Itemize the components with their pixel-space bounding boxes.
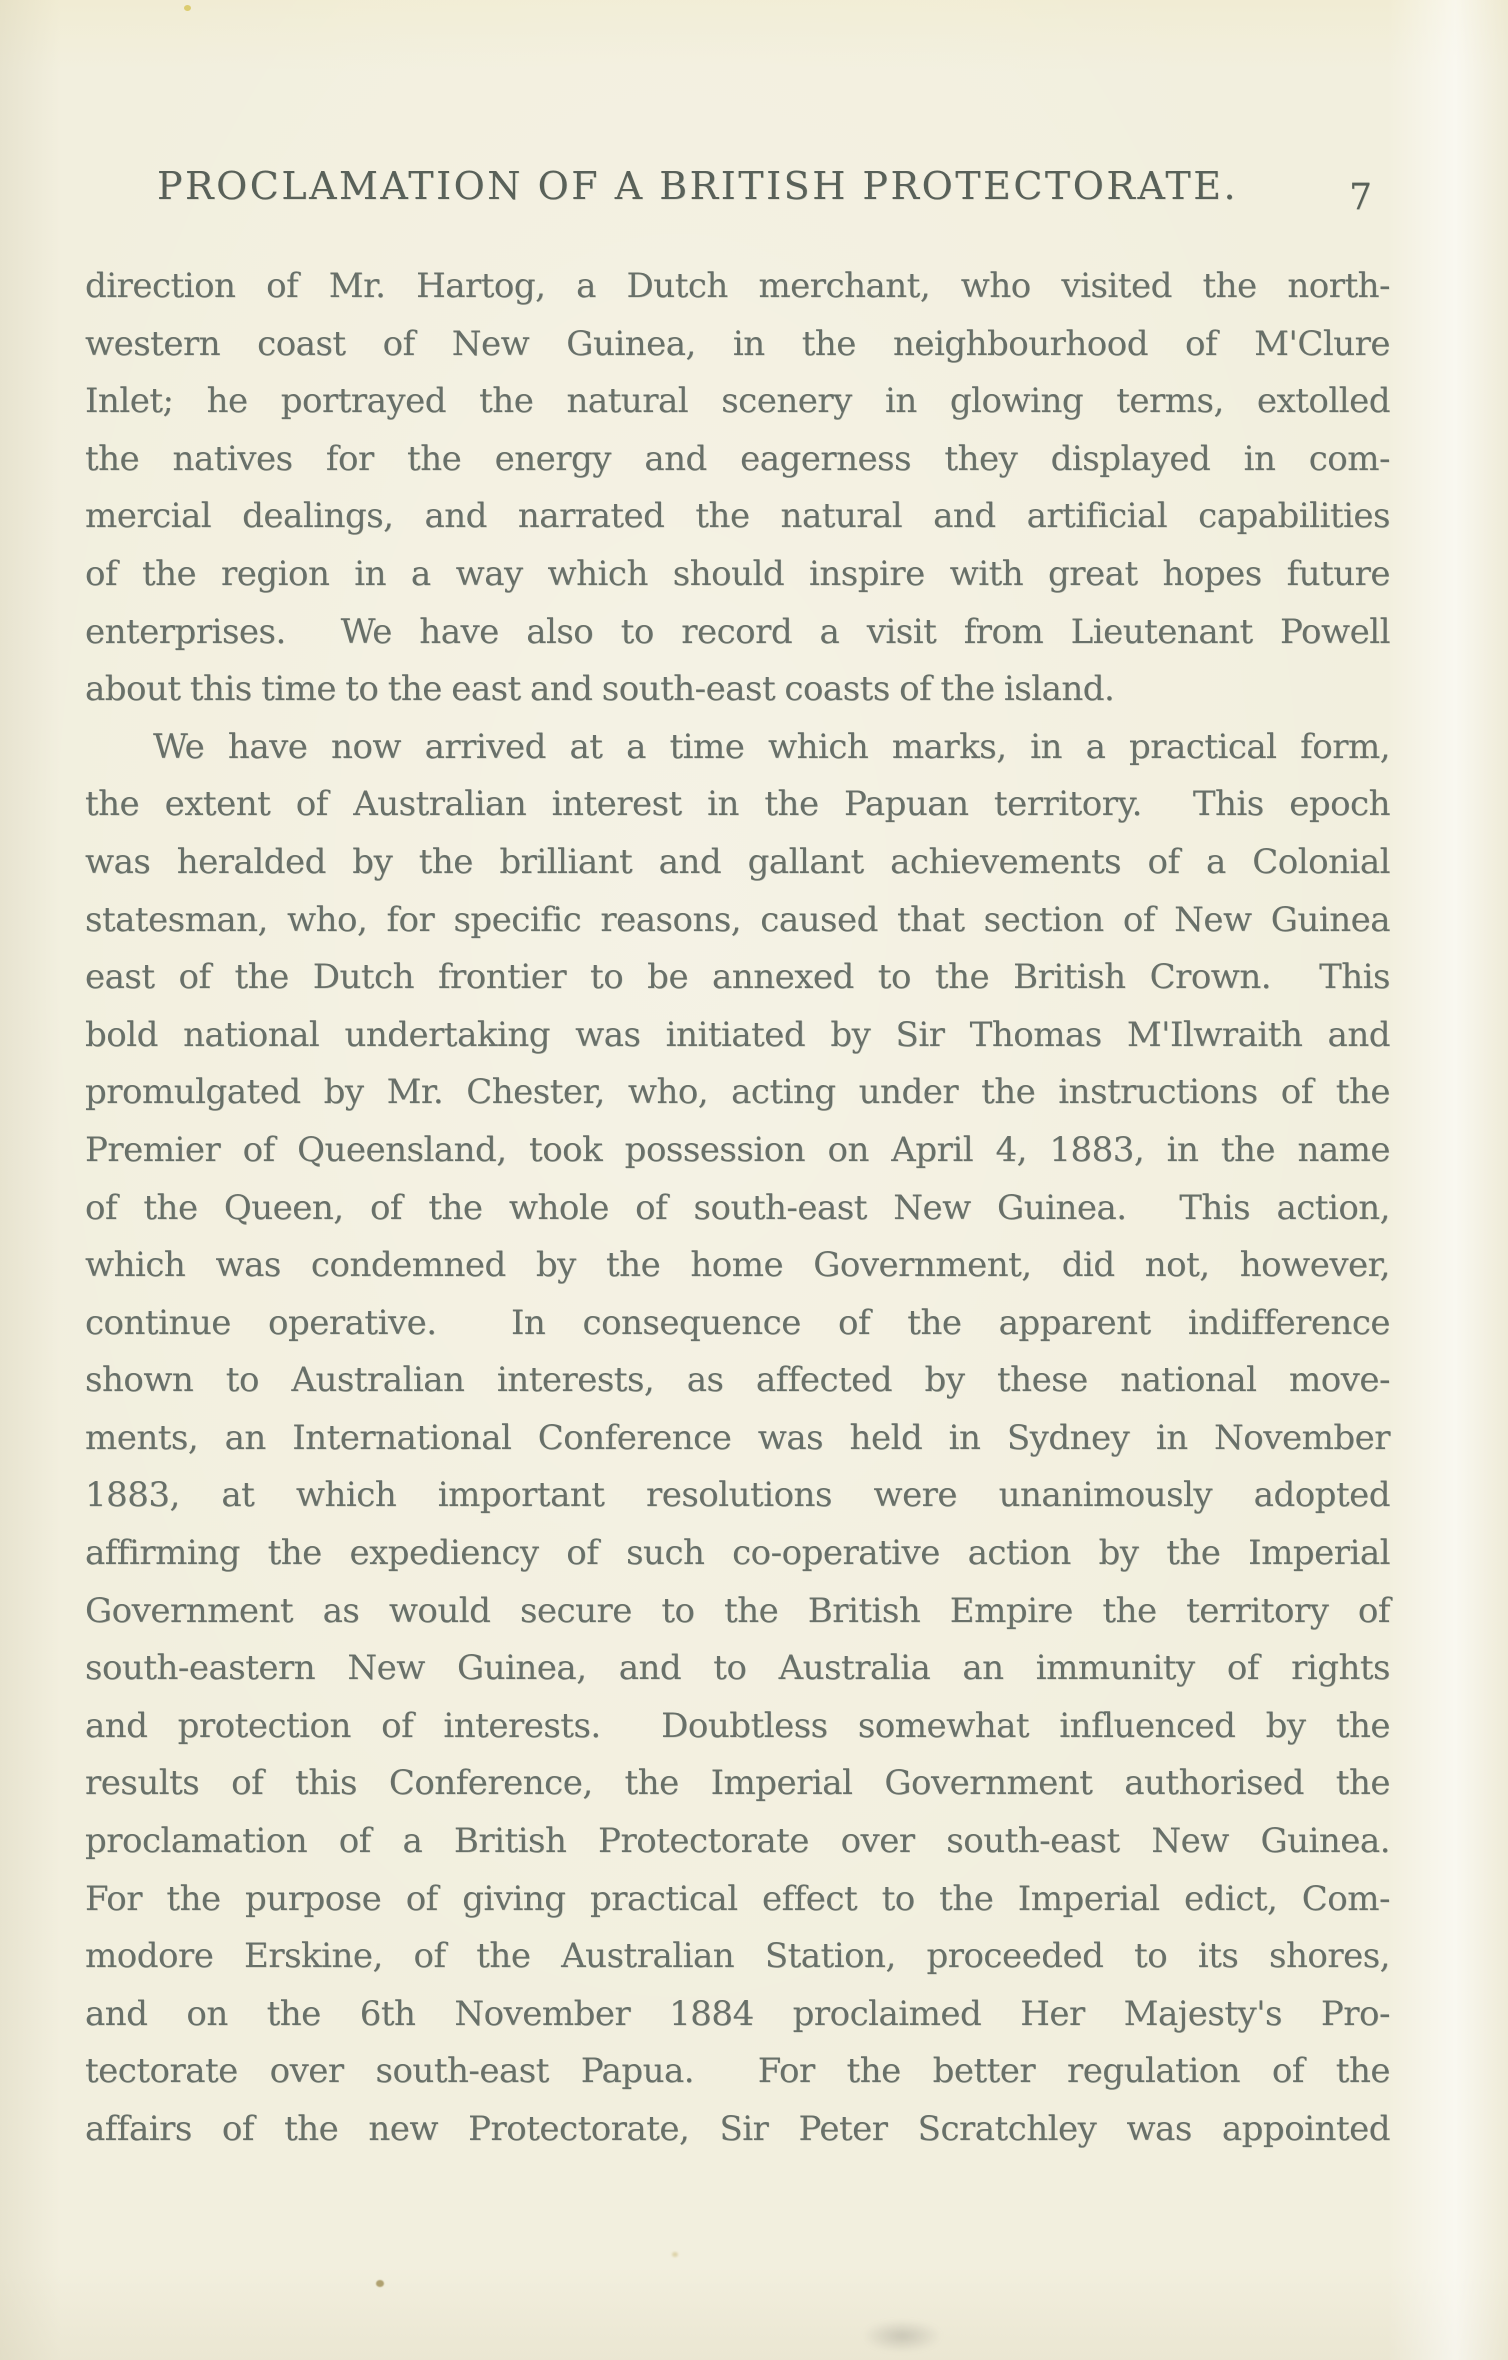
text-line: bold national undertaking was initiated by Sir Thomas M'Ilwraith and <box>85 1014 1390 1055</box>
text-line: We have now arrived at a time which marks, in a practical form, <box>153 726 1390 767</box>
text-line: For the purpose of giving practical effect to the Imperial edict, Com- <box>85 1878 1390 1919</box>
text-line: modore Erskine, of the Australian Station, proceeded to its shores, <box>85 1936 1390 1977</box>
text-line: proclamation of a British Protectorate over south-east New Guinea. <box>85 1821 1390 1862</box>
running-title: PROCLAMATION OF A BRITISH PROTECTORATE. <box>156 164 1239 208</box>
text-line: was heralded by the brilliant and gallant achievements of a Colonial <box>85 841 1390 882</box>
text-line: south-eastern New Guinea, and to Australia an immunity of rights <box>85 1648 1390 1689</box>
text-line: affirming the expediency of such co-operative action by the Imperial <box>85 1533 1390 1574</box>
text-line: statesman, who, for specific reasons, caused that section of New Guinea <box>85 899 1390 940</box>
paragraph <box>85 719 1390 2159</box>
paper-speck <box>376 2280 384 2287</box>
text-line: mercial dealings, and narrated the natural and artificial capabilities <box>85 496 1390 537</box>
text-line: Premier of Queensland, took possession on April 4, 1883, in the name <box>85 1129 1390 1170</box>
text-line: the extent of Australian interest in the Papuan territory. This epoch <box>85 784 1390 825</box>
text-line: continue operative. In consequence of the apparent indifference <box>85 1302 1390 1343</box>
text-line: tectorate over south-east Papua. For the better regulation of the <box>85 2051 1390 2092</box>
text-line: which was condemned by the home Government, did not, however, <box>85 1245 1390 1286</box>
text-line: 1883, at which important resolutions were unanimously adopted <box>85 1475 1390 1516</box>
text-line: shown to Australian interests, as affected by these national move- <box>85 1360 1390 1401</box>
text-line: enterprises. We have also to record a visit from Lieutenant Powell <box>85 611 1390 652</box>
text-line: ments, an International Conference was held in Sydney in November <box>85 1417 1390 1458</box>
page-header <box>85 160 1390 220</box>
text-block <box>85 258 1390 2159</box>
text-line: of the region in a way which should inspire with great hopes future <box>85 553 1390 594</box>
text-line: direction of Mr. Hartog, a Dutch merchant, who visited the north- <box>85 266 1390 306</box>
paper-speck <box>672 2252 678 2257</box>
text-line: affairs of the new Protectorate, Sir Peter Scratchley was appointed <box>85 2109 1390 2149</box>
paper-speck <box>184 5 191 11</box>
text-line: promulgated by Mr. Chester, who, acting under the instructions of the <box>85 1072 1390 1113</box>
text-line: western coast of New Guinea, in the neighbourhood of M'Clure <box>85 323 1390 364</box>
text-line: results of this Conference, the Imperial Government authorised the <box>85 1763 1390 1804</box>
text-line: and protection of interests. Doubtless somewhat influenced by the <box>85 1705 1390 1746</box>
text-line: Government as would secure to the British Empire the territory of <box>85 1590 1390 1631</box>
text-line: and on the 6th November 1884 proclaimed Her Majesty's Pro- <box>85 1993 1390 2034</box>
text-line: Inlet; he portrayed the natural scenery in glowing terms, extolled <box>85 381 1390 422</box>
paper-smudge <box>862 2320 942 2352</box>
text-line: east of the Dutch frontier to be annexed to the British Crown. This <box>85 957 1390 998</box>
paragraph <box>85 258 1390 719</box>
text-line: about this time to the east and south-east coasts of the island. <box>85 669 1115 710</box>
text-line: the natives for the energy and eagerness they displayed in com- <box>85 438 1390 479</box>
page-number: 7 <box>1349 177 1372 218</box>
text-line: of the Queen, of the whole of south-east New Guinea. This action, <box>85 1187 1390 1228</box>
